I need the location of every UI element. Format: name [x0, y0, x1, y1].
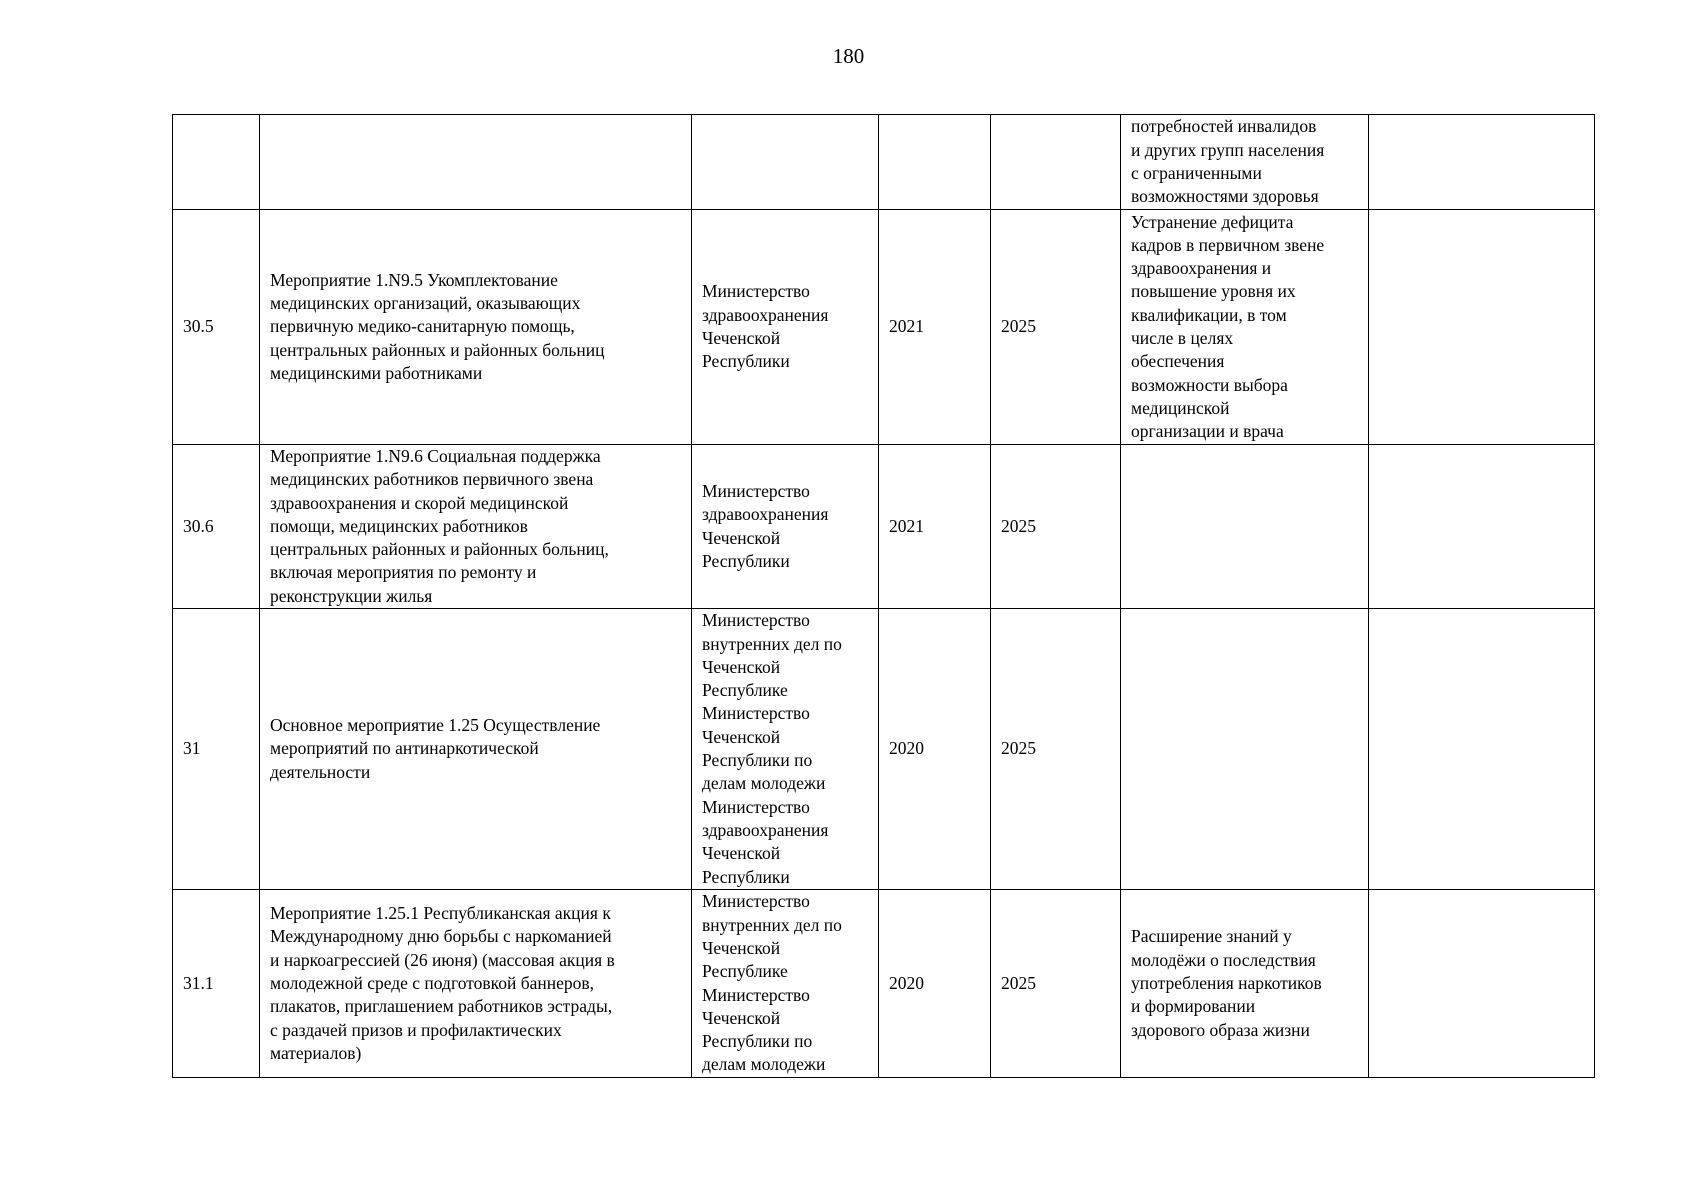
page-number: 180 [832, 44, 865, 68]
cell-number: 31.1 [173, 890, 260, 1078]
cell-end-year [991, 115, 1121, 210]
table-row [173, 115, 1595, 210]
cell-activity-name: Мероприятие 1.N9.6 Социальная поддержка медицинских работников первичного звена здравоохранения и скорой медицинской помощи, медицинских работников центральных районных и районных больниц, включая мероприятия по ремонту и реконструкции жилья [260, 445, 692, 609]
cell-number: 30.5 [173, 210, 260, 445]
cell-start-year: 2020 [879, 890, 991, 1078]
cell-end-year: 2025 [991, 445, 1121, 609]
activities-table [172, 114, 1595, 1078]
cell-start-year: 2021 [879, 445, 991, 609]
cell-expected-result: Расширение знаний у молодёжи о последствия употребления наркотиков и формировании здорового образа жизни [1121, 890, 1369, 1078]
cell-note [1369, 609, 1595, 890]
table-row [173, 445, 1595, 609]
cell-note [1369, 115, 1595, 210]
cell-expected-result [1121, 445, 1369, 609]
cell-end-year: 2025 [991, 210, 1121, 445]
cell-executor: Министерство здравоохранения Чеченской Республики [692, 210, 879, 445]
cell-number [173, 115, 260, 210]
table-row [173, 609, 1595, 890]
cell-activity-name: Основное мероприятие 1.25 Осуществление мероприятий по антинаркотической деятельности [260, 609, 692, 890]
cell-note [1369, 445, 1595, 609]
cell-expected-result: Устранение дефицита кадров в первичном звене здравоохранения и повышение уровня их квалификации, в том числе в целях обеспечения возможности выбора медицинской организации и врача [1121, 210, 1369, 445]
cell-note [1369, 890, 1595, 1078]
cell-executor: Министерство внутренних дел по Чеченской Республике Министерство Чеченской Республики по делам молодежи [692, 890, 879, 1078]
cell-activity-name: Мероприятие 1.N9.5 Укомплектование медицинских организаций, оказывающих первичную медико-санитарную помощь, центральных районных и районных больниц медицинскими работниками [260, 210, 692, 445]
cell-executor: Министерство здравоохранения Чеченской Республики [692, 445, 879, 609]
cell-executor: Министерство внутренних дел по Чеченской Республике Министерство Чеченской Республики по делам молодежи Министерство здравоохранения Чеченской Республики [692, 609, 879, 890]
cell-activity-name [260, 115, 692, 210]
table-row [173, 210, 1595, 445]
cell-end-year: 2025 [991, 609, 1121, 890]
cell-expected-result [1121, 609, 1369, 890]
cell-start-year: 2021 [879, 210, 991, 445]
table-row [173, 890, 1595, 1078]
cell-end-year: 2025 [991, 890, 1121, 1078]
cell-activity-name: Мероприятие 1.25.1 Республиканская акция к Международному дню борьбы с наркоманией и наркоагрессией (26 июня) (массовая акция в молодежной среде с подготовкой баннеров, плакатов, приглашением работников эстрады, с раздачей призов и профилактических материалов) [260, 890, 692, 1078]
cell-expected-result: потребностей инвалидов и других групп населения с ограниченными возможностями здоровья [1121, 115, 1369, 210]
cell-start-year [879, 115, 991, 210]
cell-number: 30.6 [173, 445, 260, 609]
cell-note [1369, 210, 1595, 445]
cell-number: 31 [173, 609, 260, 890]
cell-start-year: 2020 [879, 609, 991, 890]
cell-executor [692, 115, 879, 210]
